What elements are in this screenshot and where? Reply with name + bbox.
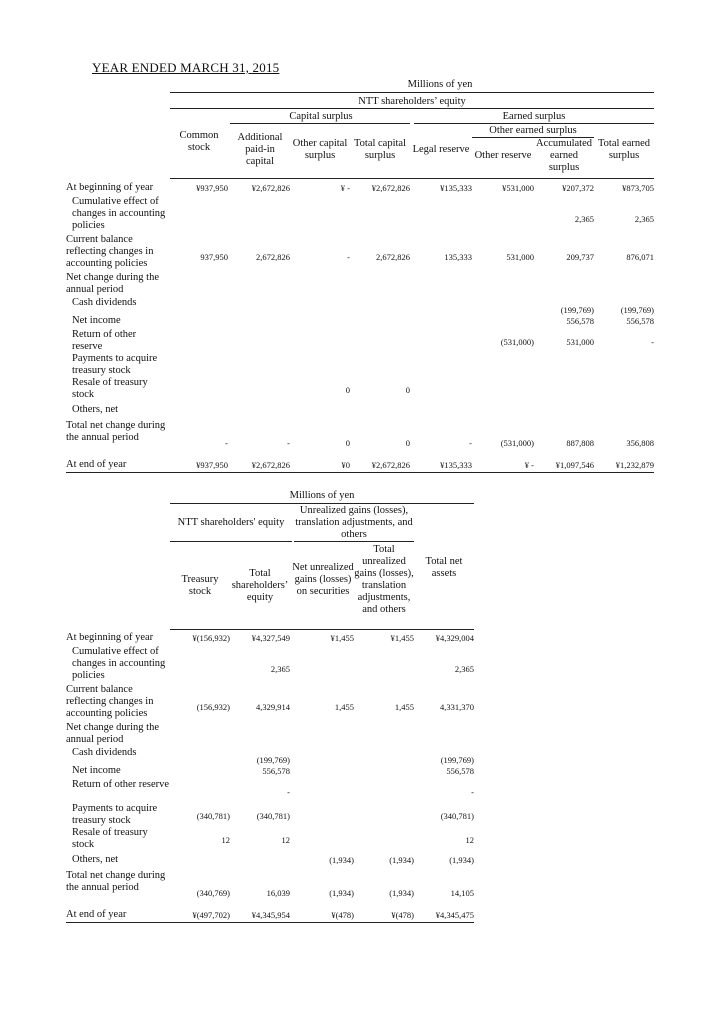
row-label: Resale of treasury stock [72, 377, 148, 400]
cell-value: (340,781) [440, 811, 474, 821]
cell-value: ¥1,232,879 [615, 460, 654, 470]
column-header: Total earned surplus [597, 138, 651, 161]
cell-value: ¥2,672,826 [371, 460, 410, 470]
cell-value: 2,672,826 [376, 252, 410, 262]
cell-value: 937,950 [200, 252, 228, 262]
cell-value: 12 [465, 835, 474, 845]
cell-value: 16,039 [266, 888, 290, 898]
cell-value: (156,932) [196, 702, 230, 712]
row-label: Others, net [72, 854, 119, 865]
row-label: Return of other reserve [72, 779, 170, 790]
cell-value: (199,769) [256, 755, 290, 765]
row-label: Total net change during the annual period [66, 420, 166, 443]
cell-value: 4,331,370 [440, 702, 474, 712]
cell-value: (1,934) [329, 855, 354, 865]
cell-value: ¥4,345,954 [251, 910, 290, 920]
cell-value: (340,781) [256, 811, 290, 821]
cell-value: - [225, 438, 228, 448]
row-label: Payments to acquire treasury stock [72, 353, 158, 376]
cell-value: 0 [405, 385, 410, 395]
header-rule [294, 541, 414, 542]
cell-value: (531,000) [500, 337, 534, 347]
column-header: Accumulated earned surplus [536, 138, 592, 173]
cell-value: - [287, 438, 290, 448]
row-label: Total net change during the annual period [66, 870, 166, 893]
cell-value: ¥937,950 [196, 183, 228, 193]
cell-value: ¥1,097,546 [555, 460, 594, 470]
column-header: Total capital surplus [353, 138, 407, 161]
header-rule [170, 541, 292, 542]
row-label: Cumulative effect of changes in accounting policies [72, 196, 166, 231]
cell-value: 556,578 [446, 766, 474, 776]
cell-value: ¥ - [524, 460, 534, 470]
header-rule [170, 92, 654, 93]
cell-value: 0 [345, 438, 350, 448]
cell-value: ¥(156,932) [192, 633, 230, 643]
header-rule [170, 108, 654, 109]
group-ntt-equity: NTT shareholders’ equity [358, 96, 466, 107]
header-rule [414, 123, 654, 124]
column-header: Total net assets [425, 556, 463, 579]
cell-value: ¥2,672,826 [251, 460, 290, 470]
cell-value: - [347, 252, 350, 262]
column-header: Additional paid-in capital [237, 132, 283, 167]
cell-value: 1,455 [334, 702, 354, 712]
cell-value: - [469, 438, 472, 448]
cell-value: ¥(478) [331, 910, 354, 920]
cell-value: 556,578 [626, 316, 654, 326]
header-rule [170, 503, 474, 504]
row-label: Net change during the annual period [66, 272, 160, 295]
cell-value: (1,934) [449, 855, 474, 865]
cell-value: ¥531,000 [502, 183, 534, 193]
cell-value: 209,737 [566, 252, 594, 262]
cell-value: (199,769) [620, 305, 654, 315]
cell-value: ¥937,950 [196, 460, 228, 470]
header-rule [170, 629, 474, 630]
cell-value: (340,769) [196, 888, 230, 898]
row-label: Net income [72, 765, 121, 776]
cell-value: 4,329,914 [256, 702, 290, 712]
table-bottom-rule [66, 472, 654, 473]
cell-value: ¥873,705 [622, 183, 654, 193]
group-earned-surplus: Earned surplus [502, 111, 566, 122]
row-label: Others, net [72, 404, 119, 415]
cell-value: (199,769) [560, 305, 594, 315]
row-label: Net change during the annual period [66, 722, 160, 745]
cell-value: 0 [345, 385, 350, 395]
group-other-earned-surplus: Other earned surplus [489, 125, 577, 136]
cell-value: 2,672,826 [256, 252, 290, 262]
row-label: At beginning of year [66, 182, 154, 193]
column-header: Common stock [179, 130, 219, 153]
column-header: Legal reserve [412, 144, 470, 155]
column-header: Other reserve [474, 150, 532, 161]
cell-value: 556,578 [566, 316, 594, 326]
row-label: At end of year [66, 909, 127, 920]
cell-value: ¥(478) [391, 910, 414, 920]
cell-value: (340,781) [196, 811, 230, 821]
row-label: Net income [72, 315, 121, 326]
cell-value: 887,808 [566, 438, 594, 448]
cell-value: (1,934) [329, 888, 354, 898]
column-header: Net unrealized gains (losses) on securities [292, 562, 354, 597]
page-title: YEAR ENDED MARCH 31, 2015 [92, 60, 280, 75]
cell-value: 356,808 [626, 438, 654, 448]
row-label: Cumulative effect of changes in accounting policies [72, 646, 166, 681]
column-header: Other capital surplus [292, 138, 348, 161]
cell-value: 556,578 [262, 766, 290, 776]
column-header: Total shareholders’ equity [231, 568, 289, 603]
row-label: Resale of treasury stock [72, 827, 148, 850]
group-ntt-equity: NTT shareholders' equity [177, 517, 285, 528]
group-capital-surplus: Capital surplus [289, 111, 353, 122]
row-label: Current balance reflecting changes in accounting policies [66, 684, 154, 719]
cell-value: 1,455 [394, 702, 414, 712]
header-rule [230, 123, 410, 124]
cell-value: 531,000 [506, 252, 534, 262]
cell-value: 14,105 [450, 888, 474, 898]
row-label: Current balance reflecting changes in accounting policies [66, 234, 154, 269]
cell-value: ¥135,333 [440, 460, 472, 470]
cell-value: 2,365 [574, 214, 594, 224]
cell-value: 2,365 [270, 664, 290, 674]
column-header: Total unrealized gains (losses), translation adjustments, and others [354, 544, 414, 615]
cell-value: - [287, 787, 290, 797]
row-label: Cash dividends [72, 297, 137, 308]
cell-value: ¥207,372 [562, 183, 594, 193]
cell-value: ¥4,329,004 [435, 633, 474, 643]
cell-value: 0 [405, 438, 410, 448]
cell-value: - [471, 787, 474, 797]
cell-value: 876,071 [626, 252, 654, 262]
cell-value: - [651, 337, 654, 347]
cell-value: ¥(497,702) [192, 910, 230, 920]
cell-value: 135,333 [444, 252, 472, 262]
cell-value: (1,934) [389, 888, 414, 898]
row-label: Cash dividends [72, 747, 137, 758]
cell-value: 12 [281, 835, 290, 845]
cell-value: 2,365 [454, 664, 474, 674]
cell-value: ¥4,345,475 [435, 910, 474, 920]
row-label: At beginning of year [66, 632, 154, 643]
cell-value: ¥1,455 [390, 633, 414, 643]
cell-value: ¥ - [340, 183, 350, 193]
header-rule [170, 178, 654, 179]
cell-value: ¥2,672,826 [371, 183, 410, 193]
cell-value: 531,000 [566, 337, 594, 347]
group-unrealized-gains: Unrealized gains (losses), translation adjustments, and others [295, 505, 413, 540]
cell-value: (1,934) [389, 855, 414, 865]
cell-value: (531,000) [500, 438, 534, 448]
table-bottom-rule [66, 922, 474, 923]
row-label: At end of year [66, 459, 127, 470]
row-label: Return of other reserve [72, 329, 137, 352]
row-label: Payments to acquire treasury stock [72, 803, 158, 826]
cell-value: ¥2,672,826 [251, 183, 290, 193]
cell-value: ¥4,327,549 [251, 633, 290, 643]
cell-value: 2,365 [634, 214, 654, 224]
cell-value: ¥0 [341, 460, 350, 470]
units-label: Millions of yen [289, 490, 355, 501]
cell-value: ¥1,455 [330, 633, 354, 643]
column-header: Treasury stock [181, 574, 219, 597]
units-label: Millions of yen [407, 79, 473, 90]
cell-value: 12 [221, 835, 230, 845]
cell-value: ¥135,333 [440, 183, 472, 193]
cell-value: (199,769) [440, 755, 474, 765]
